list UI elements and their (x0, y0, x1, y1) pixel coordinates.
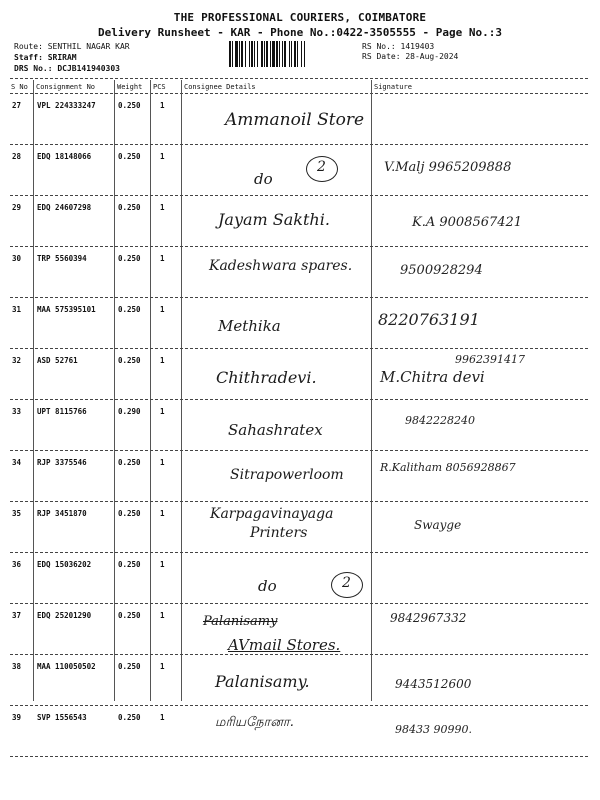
row-serial-number: 29 (12, 203, 22, 212)
row-consignment-number: EDQ 25201290 (37, 611, 92, 620)
row-separator (10, 705, 588, 706)
signature-handwriting: Swayge (414, 518, 462, 532)
signature-handwriting: 98433 90990. (395, 723, 472, 736)
row-consignment-number: RJP 3375546 (37, 458, 87, 467)
row-weight: 0.250 (118, 203, 141, 212)
signature-handwriting: K.A 9008567421 (412, 215, 523, 230)
row-weight: 0.250 (118, 662, 141, 671)
row-pieces: 1 (160, 356, 165, 365)
row-pieces: 1 (160, 101, 165, 110)
consignee-handwriting: Chithradevi. (216, 368, 317, 387)
row-separator (10, 297, 588, 298)
row-pieces: 1 (160, 152, 165, 161)
row-serial-number: 33 (12, 407, 22, 416)
row-serial-number: 34 (12, 458, 22, 467)
row-serial-number: 27 (12, 101, 22, 110)
row-weight: 0.250 (118, 305, 141, 314)
consignee-handwriting: Sitrapowerloom (230, 467, 344, 483)
column-header-sno: S No (11, 83, 28, 91)
consignee-handwriting: Palanisamy. (215, 672, 310, 691)
row-separator (10, 348, 588, 349)
consignee-handwriting: Sahashratex (228, 421, 323, 439)
consignee-handwriting: Printers (250, 525, 308, 541)
row-consignment-number: EDQ 18148066 (37, 152, 92, 161)
rs-date: RS Date: 28-Aug-2024 (362, 52, 459, 61)
circled-count-number: 2 (317, 159, 326, 175)
row-pieces: 1 (160, 509, 165, 518)
row-pieces: 1 (160, 305, 165, 314)
row-separator (10, 552, 588, 553)
row-weight: 0.290 (118, 407, 141, 416)
consignee-struck-text: Palanisamy (203, 614, 278, 629)
drs-number: DRS No.: DCJB141940303 (14, 64, 120, 73)
signature-phone-number: 9962391417 (455, 353, 525, 366)
consignee-handwriting: do (258, 577, 277, 595)
row-serial-number: 38 (12, 662, 22, 671)
signature-handwriting: M.Chitra devi (380, 368, 485, 386)
row-separator (10, 654, 588, 655)
row-consignment-number: ASD 52761 (37, 356, 78, 365)
row-separator (10, 501, 588, 502)
row-consignment-number: MAA 575395101 (37, 305, 96, 314)
signature-handwriting: 9842967332 (390, 611, 467, 625)
row-pieces: 1 (160, 560, 165, 569)
signature-handwriting: 9500928294 (400, 263, 483, 278)
row-pieces: 1 (160, 713, 165, 722)
row-consignment-number: RJP 3451870 (37, 509, 87, 518)
column-header-signature: Signature (374, 83, 412, 91)
column-divider (114, 80, 115, 701)
row-pieces: 1 (160, 662, 165, 671)
row-separator (10, 246, 588, 247)
row-consignment-number: EDQ 24607298 (37, 203, 92, 212)
column-header-consignment: Consignment No (36, 83, 96, 91)
route-text: Route: SENTHIL NAGAR KAR (14, 42, 130, 51)
column-header-consignee: Consignee Details (184, 83, 256, 91)
row-weight: 0.250 (118, 713, 141, 722)
row-weight: 0.250 (118, 611, 141, 620)
consignee-handwriting: do (254, 170, 273, 188)
row-weight: 0.250 (118, 560, 141, 569)
row-weight: 0.250 (118, 356, 141, 365)
company-title: THE PROFESSIONAL COURIERS, COIMBATORE (173, 11, 427, 24)
row-serial-number: 36 (12, 560, 22, 569)
consignee-handwriting: மரியநோனா. (215, 715, 294, 730)
signature-handwriting: 9443512600 (395, 677, 472, 691)
signature-handwriting: 9842228240 (405, 414, 475, 427)
row-separator (10, 450, 588, 451)
row-weight: 0.250 (118, 101, 141, 110)
row-serial-number: 32 (12, 356, 22, 365)
rs-number: RS No.: 1419403 (362, 42, 435, 51)
row-separator (10, 195, 588, 196)
consignee-handwriting: Ammanoil Store (225, 110, 365, 130)
column-header-weight: Weight (117, 83, 143, 91)
row-serial-number: 30 (12, 254, 22, 263)
row-serial-number: 37 (12, 611, 22, 620)
row-serial-number: 31 (12, 305, 22, 314)
column-header-pcs: PCS (153, 83, 166, 91)
row-separator (10, 603, 588, 604)
column-divider (181, 80, 182, 701)
signature-handwriting: V.Malj 9965209888 (384, 160, 512, 175)
consignee-handwriting: Karpagavinayaga (210, 506, 334, 522)
circled-count-number: 2 (342, 575, 351, 591)
staff-text: Staff: SRIRAM (14, 53, 77, 62)
row-pieces: 1 (160, 458, 165, 467)
row-separator (10, 144, 588, 145)
row-pieces: 1 (160, 203, 165, 212)
header-top-rule (10, 78, 588, 79)
barcode-image (229, 41, 357, 67)
consignee-handwriting: Methika (218, 317, 281, 335)
row-separator (10, 399, 588, 400)
runsheet-subtitle: Delivery Runsheet - KAR - Phone No.:0422-3505555 - Page No.:3 (98, 26, 502, 39)
row-consignment-number: SVP 1556543 (37, 713, 87, 722)
row-weight: 0.250 (118, 509, 141, 518)
consignee-handwriting: Kadeshwara spares. (209, 258, 353, 274)
row-consignment-number: EDQ 15036202 (37, 560, 92, 569)
row-consignment-number: UPT 8115766 (37, 407, 87, 416)
row-pieces: 1 (160, 407, 165, 416)
column-divider (33, 80, 34, 701)
row-weight: 0.250 (118, 458, 141, 467)
signature-handwriting: R.Kalitham 8056928867 (380, 461, 516, 474)
signature-handwriting: 8220763191 (378, 310, 480, 329)
row-separator (10, 756, 588, 757)
row-serial-number: 35 (12, 509, 22, 518)
row-pieces: 1 (160, 254, 165, 263)
row-weight: 0.250 (118, 254, 141, 263)
header-bottom-rule (10, 93, 588, 94)
row-consignment-number: VPL 224333247 (37, 101, 96, 110)
row-consignment-number: TRP 5560394 (37, 254, 87, 263)
column-divider (371, 80, 372, 701)
row-pieces: 1 (160, 611, 165, 620)
row-serial-number: 28 (12, 152, 22, 161)
consignee-handwriting: AVmail Stores. (228, 636, 341, 654)
row-serial-number: 39 (12, 713, 22, 722)
row-weight: 0.250 (118, 152, 141, 161)
column-divider (150, 80, 151, 701)
consignee-handwriting: Jayam Sakthi. (218, 210, 330, 229)
row-consignment-number: MAA 110050502 (37, 662, 96, 671)
